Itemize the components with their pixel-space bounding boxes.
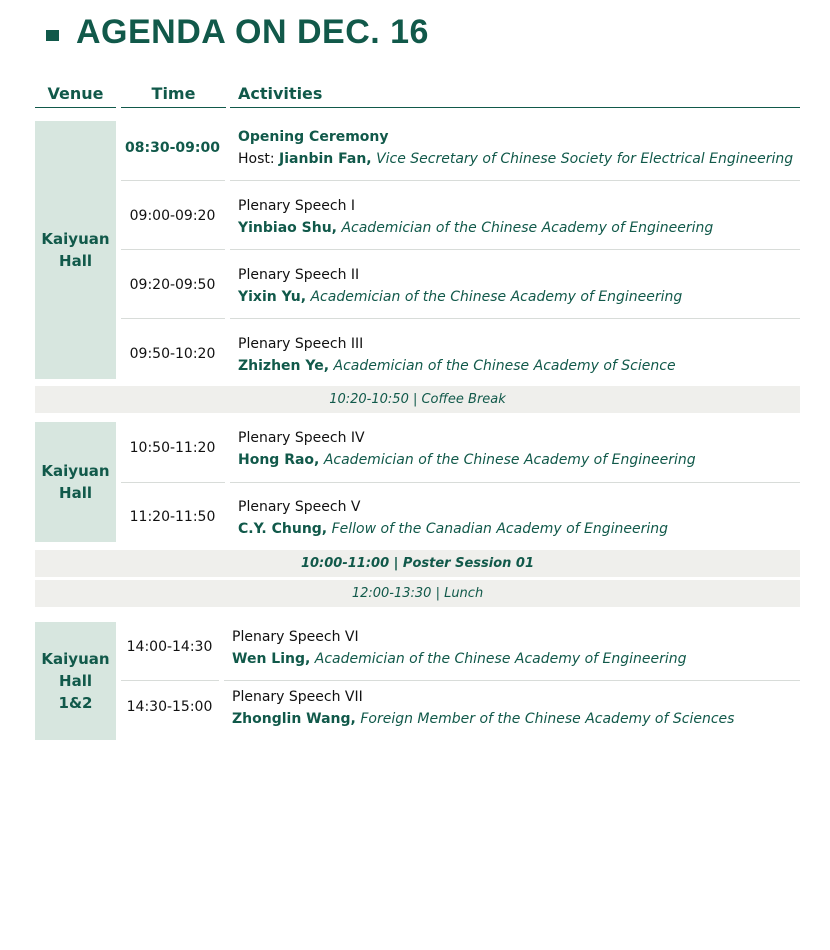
venue-cell: Kaiyuan Hall	[35, 121, 116, 379]
speaker-affiliation: Foreign Member of the Chinese Academy of Sciences	[360, 710, 735, 727]
row-divider	[230, 180, 800, 181]
coffee-break-band: 10:20-10:50 | Coffee Break	[35, 386, 800, 413]
speaker-affiliation: Fellow of the Canadian Academy of Engineering	[331, 520, 669, 537]
time-cell: 11:20-11:50	[129, 509, 216, 525]
activity-title: Plenary Speech VII	[232, 688, 363, 705]
activity-cell	[238, 425, 800, 473]
title-square-icon	[46, 30, 59, 41]
row-divider	[121, 680, 219, 681]
activity-cell	[238, 193, 800, 241]
speaker-name: Wen Ling,	[232, 650, 311, 667]
row-divider	[121, 180, 225, 181]
venue-cell: Kaiyuan Hall	[35, 422, 116, 542]
lunch-band: 12:00-13:30 | Lunch	[35, 580, 800, 607]
time-cell: 14:00-14:30	[126, 639, 213, 655]
header-activities: Activities	[230, 82, 800, 108]
row-divider	[230, 318, 800, 319]
activity-cell	[232, 685, 794, 731]
activity-title: Plenary Speech V	[238, 498, 361, 515]
activity-title: Plenary Speech VI	[232, 628, 359, 645]
activity-title: Plenary Speech II	[238, 266, 360, 283]
activity-cell	[238, 494, 800, 542]
speaker-name: Yinbiao Shu,	[238, 219, 337, 236]
row-divider	[230, 249, 800, 250]
venue-cell: Kaiyuan Hall 1&2	[35, 622, 116, 740]
host-prefix: Host:	[238, 150, 280, 167]
speaker-affiliation: Academician of the Chinese Academy of Engineering	[323, 451, 696, 468]
time-cell: 09:20-09:50	[129, 277, 216, 293]
row-divider	[230, 482, 800, 483]
speaker-affiliation: Academician of the Chinese Academy of Engineering	[310, 288, 683, 305]
time-cell: 10:50-11:20	[129, 440, 216, 456]
poster-session-band: 10:00-11:00 | Poster Session 01	[35, 550, 800, 577]
speaker-name: Jianbin Fan,	[279, 150, 372, 167]
activity-title: Plenary Speech I	[238, 197, 356, 214]
page-title-wrap	[46, 10, 429, 54]
time-cell: 09:50-10:20	[129, 346, 216, 362]
activity-title: Plenary Speech III	[238, 335, 364, 352]
activity-cell	[238, 262, 800, 310]
time-cell: 08:30-09:00	[125, 139, 220, 156]
speaker-affiliation: Academician of the Chinese Academy of Engineering	[341, 219, 714, 236]
row-divider	[121, 482, 225, 483]
speaker-affiliation: Vice Secretary of Chinese Society for Electrical Engineering	[376, 150, 794, 167]
activity-cell	[232, 625, 794, 671]
activity-title: Plenary Speech IV	[238, 429, 365, 446]
speaker-affiliation: Academician of the Chinese Academy of Engineering	[314, 650, 687, 667]
header-venue: Venue	[35, 82, 116, 108]
speaker-name: Zhonglin Wang,	[232, 710, 356, 727]
activity-cell	[238, 124, 800, 172]
speaker-name: Hong Rao,	[238, 451, 320, 468]
time-cell: 09:00-09:20	[129, 208, 216, 224]
row-divider	[121, 318, 225, 319]
time-cell: 14:30-15:00	[126, 699, 213, 715]
row-divider	[224, 680, 800, 681]
speaker-name: Zhizhen Ye,	[238, 357, 330, 374]
speaker-name: C.Y. Chung,	[238, 520, 328, 537]
speaker-affiliation: Academician of the Chinese Academy of Science	[333, 357, 676, 374]
activity-title: Opening Ceremony	[238, 128, 389, 145]
page-title: AGENDA ON DEC. 16	[76, 12, 429, 51]
row-divider	[121, 249, 225, 250]
activity-cell	[238, 331, 800, 379]
activity-speaker-line	[238, 148, 800, 171]
header-time: Time	[121, 82, 226, 108]
speaker-name: Yixin Yu,	[238, 288, 307, 305]
